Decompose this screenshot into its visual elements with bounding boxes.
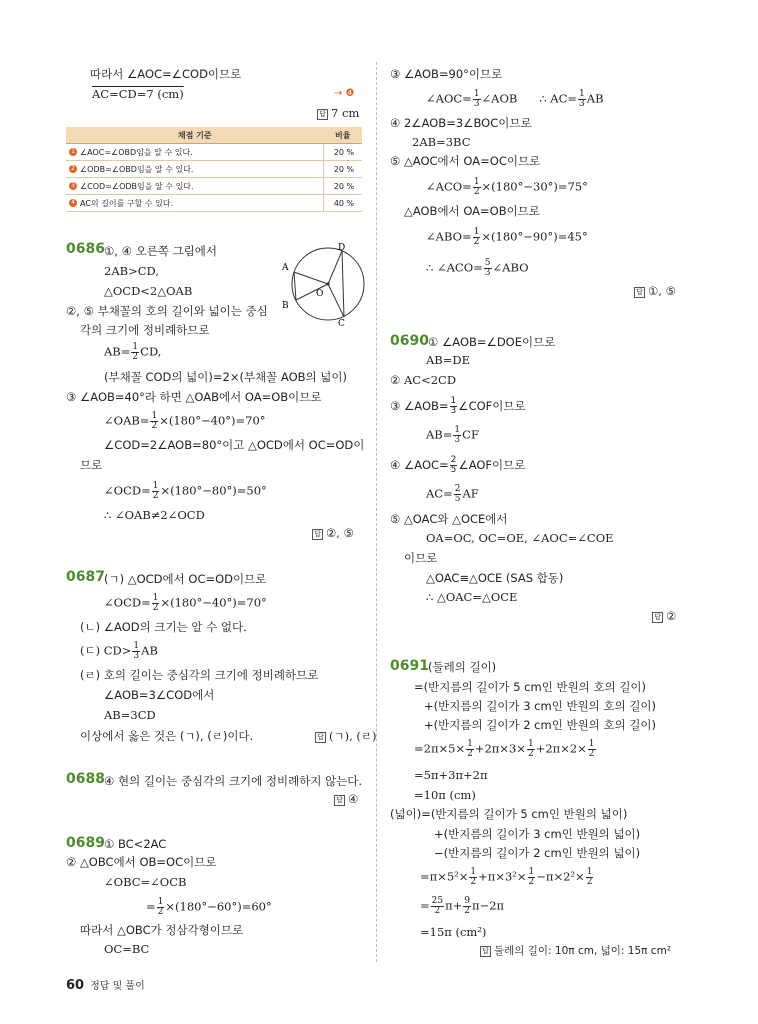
problem-number: 0690 xyxy=(390,333,429,349)
text-line: =15π (cm²) xyxy=(420,925,487,939)
problem-number: 0688 xyxy=(66,771,105,787)
text-line: =(반지름의 길이가 5 cm인 반원의 호의 길이) xyxy=(414,680,647,694)
text-line: 므로 xyxy=(80,458,103,472)
text-line: ∠OCD= $\frac{1}{2}$ ×(180°−80°)=50° xyxy=(104,481,267,501)
answer-icon: 답 xyxy=(317,109,328,120)
answer: 답 둘레의 길이: 10π cm, 넓이: 15π cm² xyxy=(480,943,671,958)
text-line: 2AB>CD, xyxy=(104,264,159,278)
answer: 답 ②, ⑤ xyxy=(312,526,354,540)
text-line: AC=CD=7 (cm) xyxy=(92,87,184,101)
text-line: ∠OBC=∠OCB xyxy=(104,875,187,889)
text-line: △AOB에서 OA=OB이므로 xyxy=(404,204,540,218)
label-O: O xyxy=(316,289,324,299)
text-line: (부채꼴 COD의 넓이)=2×(부채꼴 AOB의 넓이) xyxy=(104,370,348,384)
text-line: (ㄱ) △OCD에서 OC=OD이므로 xyxy=(104,572,267,586)
text-line: 이므로 xyxy=(404,551,438,565)
answer-icon: 답 xyxy=(480,946,491,957)
text-line: OC=BC xyxy=(104,942,150,956)
answer-icon: 답 xyxy=(312,529,323,540)
text-line: ③ ∠AOB=90°이므로 xyxy=(390,67,503,81)
label-D: D xyxy=(338,243,346,253)
text-line: (넓이)=(반지름의 길이가 5 cm인 반원의 넓이) xyxy=(390,807,628,821)
text-line: = $\frac{25}{2}$ π+ $\frac{9}{2}$ π−2π xyxy=(420,896,505,916)
text-line: ④ 현의 길이는 중심각의 크기에 정비례하지 않는다. xyxy=(104,774,363,788)
answer: 답 (ㄱ), (ㄹ) xyxy=(315,728,376,744)
text-line: AB= $\frac{1}{2}$ CD, xyxy=(104,342,162,362)
text-line: (둘레의 길이) xyxy=(428,660,497,674)
page-number: 60 xyxy=(66,978,85,993)
text-line: (ㄴ) ∠AOD의 크기는 알 수 없다. xyxy=(80,620,247,634)
text-line: ⑤ △OAC와 △OCE에서 xyxy=(390,512,508,526)
answer: 답 ①, ⑤ xyxy=(634,284,676,298)
text-line: 이상에서 옳은 것은 (ㄱ), (ㄹ)이다. xyxy=(80,729,254,743)
table-header: 비율 xyxy=(324,127,363,144)
answer-icon: 답 xyxy=(334,795,345,806)
text-line: ∠AOB=3∠COD에서 xyxy=(104,688,215,702)
circle-diagram xyxy=(278,242,370,328)
answer: 답 ② xyxy=(652,609,676,623)
problem-number: 0686 xyxy=(66,241,105,257)
text-line: ∠AOC= $\frac{1}{3}$ ∠AOB ∴ AC= $\frac{1}{3}$ AB xyxy=(426,89,604,109)
text-line: ① ∠AOB=∠DOE이므로 xyxy=(428,335,556,349)
text-line: ③ ∠AOB= $\frac{1}{3}$ ∠COF이므로 xyxy=(390,396,526,416)
text-line: AC= $\frac{2}{5}$ AF xyxy=(426,484,479,504)
step-marker: → ❹ xyxy=(334,88,355,99)
text-line: ∴ ∠ACO= $\frac{5}{3}$ ∠ABO xyxy=(426,258,529,278)
table-row: 2 ∠ODB=∠OBD임을 알 수 있다. 20 % xyxy=(66,161,362,178)
text-line: +(반지름의 길이가 3 cm인 반원의 넓이) xyxy=(434,827,641,841)
problem-number: 0689 xyxy=(66,835,105,851)
text-line: (ㄷ) CD> $\frac{1}{3}$ AB xyxy=(80,641,158,661)
text-line: OA=OC, OC=OE, ∠AOC=∠COE xyxy=(426,531,614,545)
text-line: ③ ∠AOB=40°라 하면 △OAB에서 OA=OB이므로 xyxy=(66,390,322,404)
table-row: 3 ∠COD=∠ODB임을 알 수 있다. 20 % xyxy=(66,178,362,195)
text-line: 각의 크기에 정비례하므로 xyxy=(80,323,210,337)
grading-table xyxy=(66,127,362,212)
text-line: ∠OCD= $\frac{1}{2}$ ×(180°−40°)=70° xyxy=(104,593,267,613)
text-line: ∠ABO= $\frac{1}{2}$ ×(180°−90°)=45° xyxy=(426,227,588,247)
text-line: = $\frac{1}{2}$ ×(180°−60°)=60° xyxy=(146,897,272,917)
text-line: 따라서 △OBC가 정삼각형이므로 xyxy=(80,923,244,937)
answer-icon: 답 xyxy=(652,612,663,623)
answer-icon: 답 xyxy=(315,732,326,743)
text-line: 따라서 ∠AOC=∠COD이므로 xyxy=(90,67,242,81)
text-line: =π×5²× $\frac{1}{2}$ +π×3²× $\frac{1}{2}$ −π×2²× $\frac{1}{2}$ xyxy=(420,867,593,887)
label-A: A xyxy=(282,263,289,273)
text-line: AB=DE xyxy=(426,353,471,367)
text-line: +(반지름의 길이가 2 cm인 반원의 호의 길이) xyxy=(424,718,657,732)
problem-number: 0687 xyxy=(66,569,105,585)
text-line: ①, ④ 오른쪽 그림에서 xyxy=(104,244,218,258)
text-line: =2π×5× $\frac{1}{2}$ +2π×3× $\frac{1}{2}$ +2π×2× $\frac{1}{2}$ xyxy=(414,739,595,759)
text-line: AB=3CD xyxy=(104,708,156,722)
text-line: +(반지름의 길이가 3 cm인 반원의 호의 길이) xyxy=(424,699,657,713)
text-line: ∠COD=2∠AOB=80°이고 △OCD에서 OC=OD이 xyxy=(104,438,365,452)
footer-label: 정답 및 풀이 xyxy=(90,981,145,992)
text-line: ∴ △OAC=△OCE xyxy=(426,590,518,604)
label-C: C xyxy=(338,319,345,328)
text-line: ∠ACO= $\frac{1}{2}$ ×(180°−30°)=75° xyxy=(426,177,588,197)
text-line: △OAC≡△OCE (SAS 합동) xyxy=(426,571,564,585)
table-header: 채점 기준 xyxy=(66,127,324,144)
answer-icon: 답 xyxy=(634,287,645,298)
text-line: ∴ ∠OAB≠2∠OCD xyxy=(104,508,205,522)
text-line: AB= $\frac{1}{3}$ CF xyxy=(426,425,479,445)
text-line: △OCD<2△OAB xyxy=(104,284,193,298)
label-B: B xyxy=(282,301,289,311)
text-line: ②, ⑤ 부채꼴의 호의 길이와 넓이는 중심 xyxy=(66,304,268,318)
text-line: ∠OAB= $\frac{1}{2}$ ×(180°−40°)=70° xyxy=(104,411,266,431)
text-line: ④ 2∠AOB=3∠BOC이므로 xyxy=(390,116,532,130)
text-line: =10π (cm) xyxy=(414,788,476,802)
text-line: 2AB=3BC xyxy=(412,135,471,149)
text-line: ④ ∠AOC= $\frac{2}{5}$ ∠AOF이므로 xyxy=(390,455,526,475)
text-line: (ㄹ) 호의 길이는 중심각의 크기에 정비례하므로 xyxy=(80,668,319,682)
answer: 답 ④ xyxy=(334,792,358,806)
table-row: 4 AC의 길이를 구할 수 있다. 40 % xyxy=(66,195,362,212)
text-line: −(반지름의 길이가 2 cm인 반원의 넓이) xyxy=(434,846,641,860)
table-row: 1 ∠AOC=∠OBD임을 알 수 있다. 20 % xyxy=(66,144,362,161)
text-line: ② △OBC에서 OB=OC이므로 xyxy=(66,855,217,869)
text-line: ② AC<2CD xyxy=(390,373,457,387)
text-line: ⑤ △AOC에서 OA=OC이므로 xyxy=(390,154,541,168)
page-footer xyxy=(66,977,145,993)
answer: 답 7 cm xyxy=(317,106,359,120)
text-line: ① BC<2AC xyxy=(104,837,167,851)
problem-number: 0691 xyxy=(390,658,429,674)
text-line: =5π+3π+2π xyxy=(414,768,488,782)
column-divider xyxy=(376,62,378,962)
